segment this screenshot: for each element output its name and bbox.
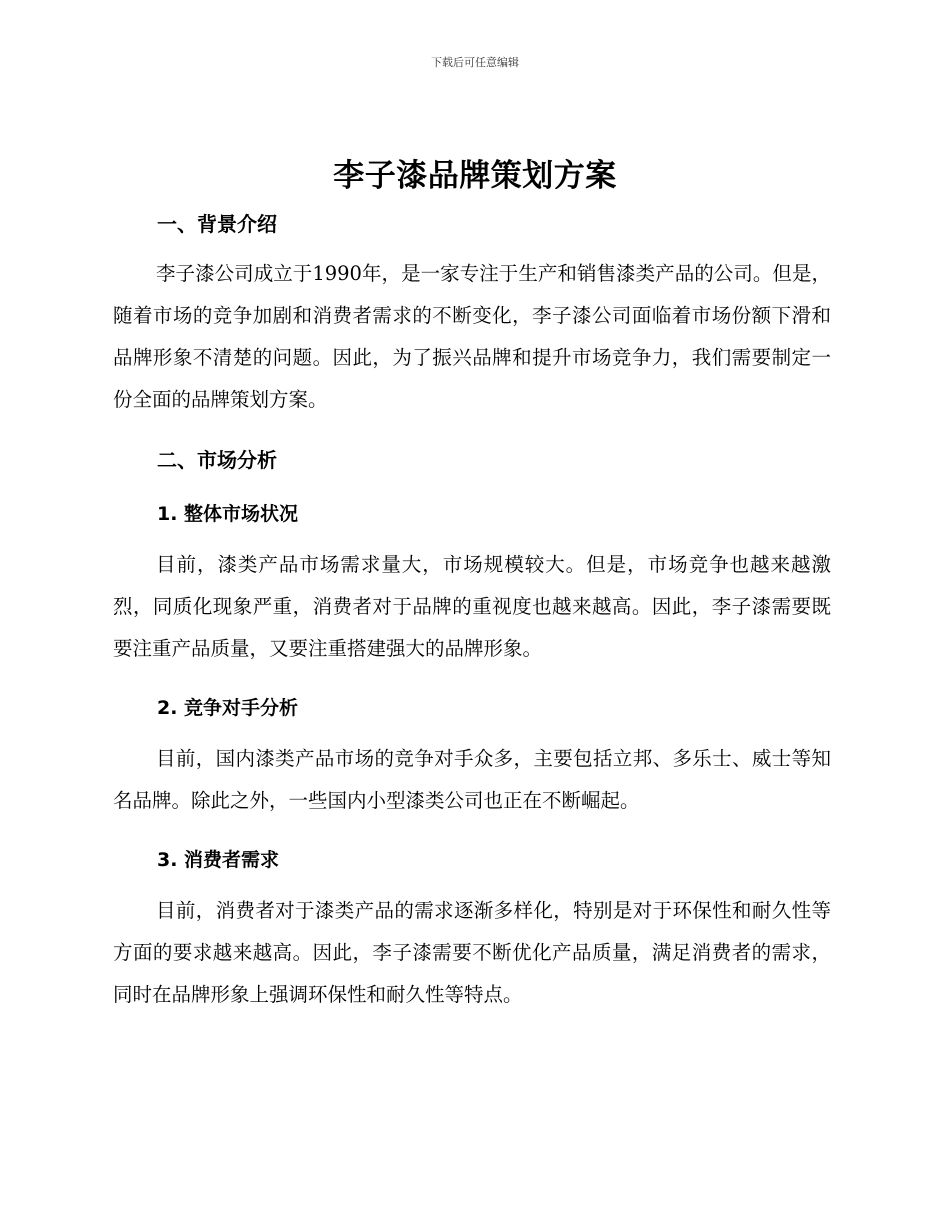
document-title: 李子漆品牌策划方案 (333, 158, 617, 194)
page-header: 下载后可任意编辑 (431, 56, 519, 69)
subsection-heading-overall-market: 1. 整体市场状况 (157, 503, 299, 525)
section-heading-market-analysis: 二、市场分析 (157, 448, 277, 472)
subsection-heading-competitors: 2. 竞争对手分析 (157, 697, 299, 719)
paragraph-overall-market: 目前，漆类产品市场需求量大，市场规模较大。但是，市场竞争也越来越激烈，同质化现象严重，消费者对于品牌的重视度也越来越高。因此，李子漆需要既要注重产品质量，又要注重搭建强大的品牌形象。 (113, 553, 831, 660)
section-heading-background: 一、背景介绍 (157, 212, 277, 236)
paragraph-background: 李子漆公司成立于1990年，是一家专注于生产和销售漆类产品的公司。但是，随着市场的竞争加剧和消费者需求的不断变化，李子漆公司面临着市场份额下滑和品牌形象不清楚的问题。因此，为了振兴品牌和提升市场竞争力，我们需要制定一份全面的品牌策划方案。 (113, 262, 831, 411)
paragraph-competitors: 目前，国内漆类产品市场的竞争对手众多，主要包括立邦、多乐士、威士等知名品牌。除此之外，一些国内小型漆类公司也正在不断崛起。 (113, 747, 831, 812)
subsection-heading-consumer-demand: 3. 消费者需求 (157, 849, 280, 871)
paragraph-consumer-demand: 目前，消费者对于漆类产品的需求逐渐多样化，特别是对于环保性和耐久性等方面的要求越来越高。因此，李子漆需要不断优化产品质量，满足消费者的需求，同时在品牌形象上强调环保性和耐久性等特点。 (113, 899, 831, 1006)
